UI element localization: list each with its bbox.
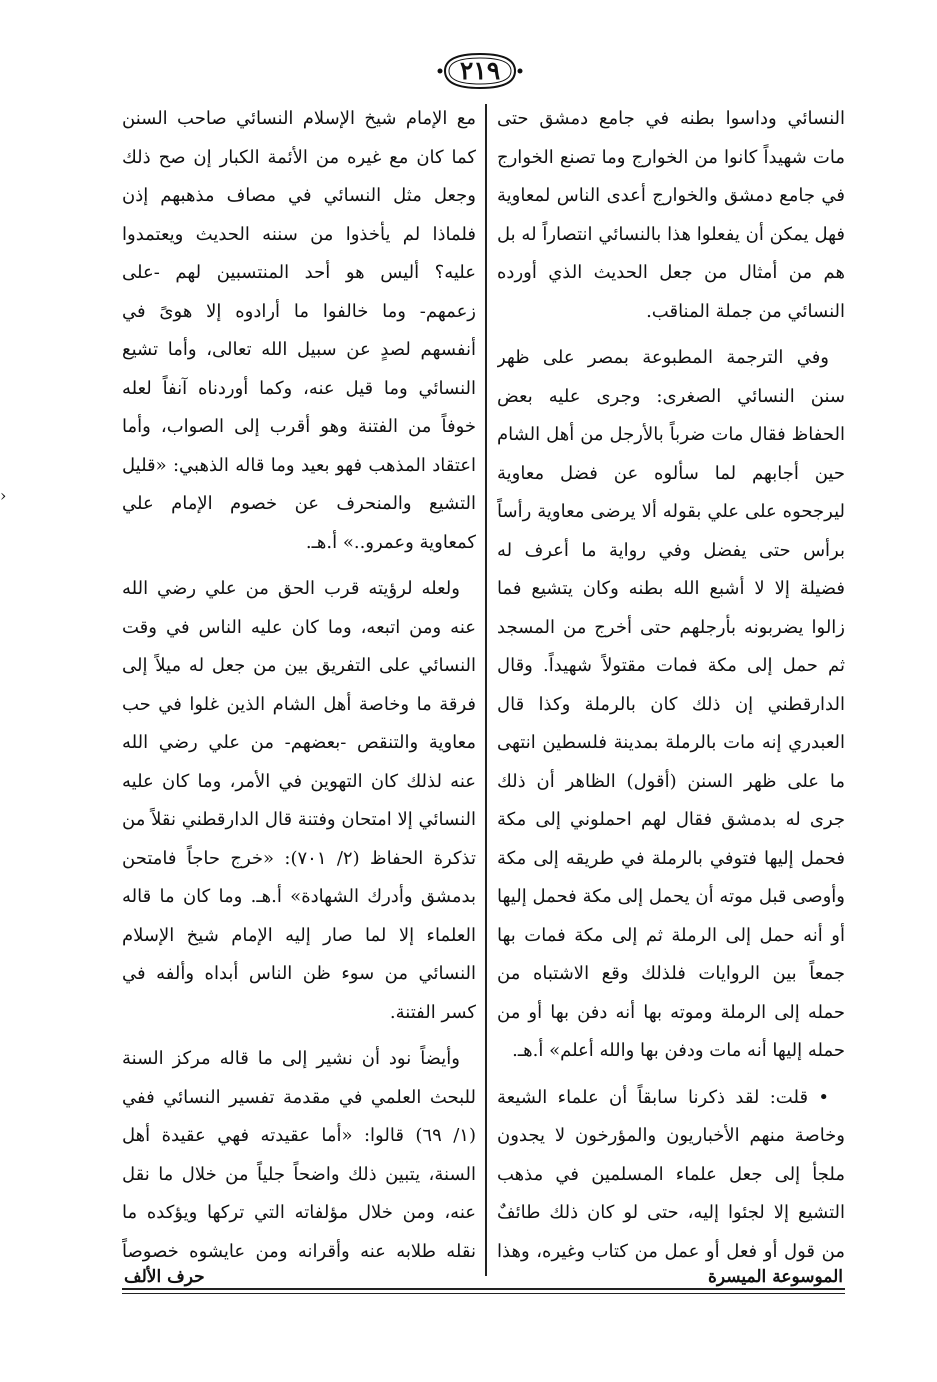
right-paragraph-2: وفي الترجمة المطبوعة بمصر على ظهر سنن النسائي الصغرى: وجرى عليه بعض الحفاظ فقال مات ضرباً بالأرجل من أهل الشام حين أجابهم لما سألوه عن فضل معاوية ليرجحوه على علي بقوله ألا يرضى معاوية رأساً برأس حتى يفضل وفي رواية ما أعرف له فضيلة إلا لا أشبع الله بطنه وكان يتشيع فما زالوا يضربونه بأرجلهم حتى أخرج من المسجد ثم حمل إلى مكة فمات مقتولاً شهيداً. وقال الدارقطني إن ذلك كان بالرملة وكذا قال العبدري إنه مات بالرملة بمدينة فلسطين انتهى ما على ظهر السنن (أقول) الظاهر أن ذلك جرى له بدمشق فقال لهم احملوني إلى مكة فحمل إليها فتوفي بالرملة في طريقه إلى مكة وأوصى قبل موته أن يحمل إلى مكة فحمل إليها أو أنه حمل إلى الرملة ثم إلى مكة فمات بها جمعاً بين الروايات فلذلك وقع الاشتباه من حمله إلى الرملة وموته بها أنه دفن بها أو من حمله إليها أنه مات ودفن بها والله أعلم» أ.هـ. <box>497 347 845 1061</box>
right-paragraph-3: • قلت: لقد ذكرنا سابقاً أن علماء الشيعة وخاصة منهم الأخباريون والمؤرخون لا يجدون ملجأ إلى جعل علماء المسلمين في مذهب التشيع إلا لجئوا إليه، حتى لو كان ذلك طائفٌ من قول أو فعل أو عمل من كتاب وغيره، وهذا <box>497 1086 845 1262</box>
left-paragraph-1: مع الإمام شيخ الإسلام النسائي صاحب السنن كما كان مع غيره من الأئمة الكبار إن صح ذلك وجعل مثل النسائي في مصاف مذهبهم إذن فلماذا لم يأخذوا من سننه الحديث ويعتمدوا عليه؟ أليس هو أحد المنتسبين لهم -على زعمهم- وما خالفوا ما أرادوه إلا هوىً في أنفسهم لصدٍ عن سبيل الله تعالى، وأما تشيع النسائي وما قيل عنه، وكما أوردناه آنفاً لعله خوفاً من الفتنة وهو أقرب إلى الصواب، وأما اعتقاد المذهب فهو بعيد وما قاله الذهبي: «قليل التشيع والمنحرف عن خصوم الإمام علي كمعاوية وعمرو..» أ.هـ. <box>122 108 476 553</box>
footer-rule-thin <box>122 1293 845 1294</box>
column-divider <box>485 104 487 1276</box>
left-column <box>122 100 476 1276</box>
margin-arrow-icon: ‹ <box>0 486 7 505</box>
left-paragraph-2: ولعله لرؤيته قرب الحق من علي رضي الله عنه ومن اتبعه، وما كان عليه الناس في وقت النسائي على التفريق بين من جعل له ميلاً إلى فرقة ما وخاصة أهل الشام الذين غلوا في حب معاوية والتنقص -بعضهم- من علي رضي الله عنه لذلك كان التهوين في الأمر، وما كان عليه النسائي إلا امتحان وفتنة قال الدارقطني نقلاً من تذكرة الحفاظ (٢/ ٧٠١): «خرج حاجاً فامتحن بدمشق وأدرك الشهادة» أ.هـ. وما كان ما قاله العلماء إلا لما صار إليه الإمام شيخ الإسلام النسائي من سوء ظن الناس أبداه وألفه في كسر الفتنة. <box>122 578 476 1023</box>
page-number-frame <box>437 50 523 92</box>
right-column <box>497 100 845 1276</box>
left-paragraph-3: وأيضاً نود أن نشير إلى ما قاله مركز السنة للبحث العلمي في مقدمة تفسير النسائي ففي (١/ ٦٩) قالوا: «أما عقيدته فهي عقيدة أهل السنة، يتبين ذلك واضحاً جلياً من خلال ما نقل عنه، ومن خلال مؤلفاته التي تركها ويؤكده ما نقله طلابه عنه وأقرانه ومن عايشوه خصوصاً <box>122 1048 476 1262</box>
footer-rule <box>122 1288 845 1290</box>
right-paragraph-1: النسائي وداسوا بطنه في جامع دمشق حتى مات شهيداً كانوا من الخوارج وما تصنع الخوارج في جامع دمشق والخوارج أعدى الناس لمعاوية فهل يمكن أن يفعلوا هذا بالنسائي انتصاراً له بل هم من أمثال من جعل الحديث الذي أورده النسائي من جملة المناقب. <box>497 108 845 322</box>
footer-encyclopedia-title: الموسوعة الميسرة <box>704 1266 847 1288</box>
page-number: ٢١٩ <box>459 56 501 85</box>
footer-section-title: حرف الألف <box>120 1266 209 1288</box>
